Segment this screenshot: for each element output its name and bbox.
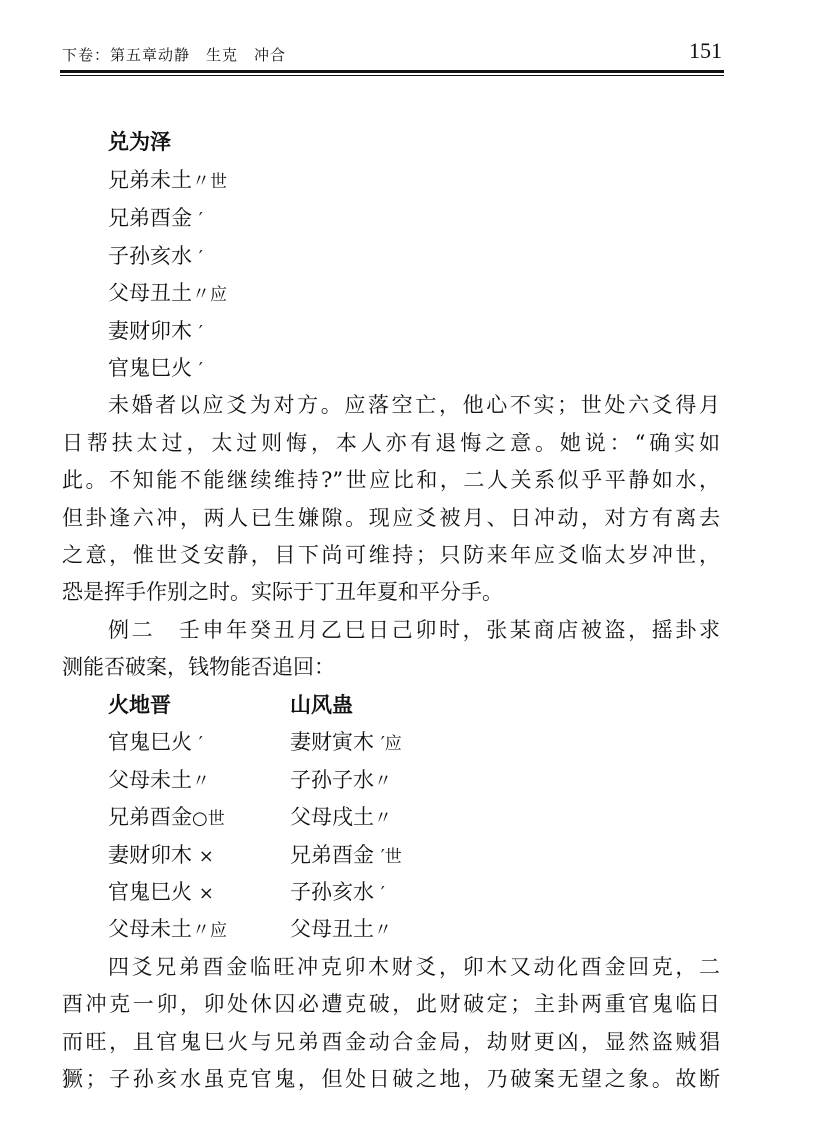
hexagram-line [108,839,214,869]
line-mark: ○ [192,808,208,829]
line-mark: ′ [198,359,203,380]
page-number: 151 [689,38,722,63]
paragraph-line: 例二 壬申年癸丑月乙巳日己卯时，张某商店被盗，摇卦求 [108,618,720,642]
hexagram-line [108,352,203,382]
line-tag: 世 [384,847,402,867]
line-text: 父母未土 [108,917,192,941]
hexagram-line [108,876,214,906]
line-mark: 〃 [192,284,210,305]
paragraph-line: 酉冲克一卯，卯处休囚必遭克破，此财破定；主卦两重官鬼临日 [62,992,720,1016]
line-mark: × [198,846,214,867]
hexagram-line [108,726,203,756]
paragraph-line: 四爻兄弟酉金临旺冲克卯木财爻，卯木又动化酉金回克，二 [108,955,720,979]
line-text: 兄弟酉金 [108,805,192,829]
line-text: 妻财卯木 [108,843,192,867]
line-tag: 世 [207,809,225,829]
header-rule-thin [60,75,724,76]
line-text: 官鬼巳火 [108,730,192,754]
line-tag: 应 [210,285,227,305]
line-text: 官鬼巳火 [108,880,192,904]
paragraph-line: 獗；子孙亥水虽克官鬼，但处日破之地，乃破案无望之象。故断 [62,1067,720,1091]
paragraph-line: 恐是挥手作别之时。实际于丁丑年夏和平分手。 [62,580,503,604]
hexagram-line [108,277,227,307]
line-text: 妻财寅木 [290,730,374,754]
line-mark: ′ [380,846,385,867]
hexagram-line [108,202,203,232]
paragraph-line: 测能否破案，钱物能否追回： [62,655,335,679]
line-mark: 〃 [192,171,210,192]
line-tag: 世 [210,172,227,192]
line-text: 妻财卯木 [108,319,192,343]
line-mark: ′ [198,733,203,754]
paragraph-line: 此。不知能不能继续维持?”世应比和，二人关系似乎平静如水， [62,468,720,492]
hexagram-title: 山风蛊 [290,692,353,717]
line-mark: 〃 [192,920,210,941]
line-mark: 〃 [192,771,210,792]
line-mark: ′ [198,209,203,230]
paragraph-line: 而旺，且官鬼巳火与兄弟酉金动合金局，劫财更凶，显然盗贼猖 [62,1030,720,1054]
line-text: 兄弟未土 [108,168,192,192]
line-tag: 应 [384,734,402,754]
hexagram-line [108,164,227,194]
hexagram-line [290,913,392,943]
line-mark: × [198,883,214,904]
paragraph-line: 未婚者以应爻为对方。应落空亡，他心不实；世处六爻得月 [108,393,720,417]
hexagram-line [108,801,225,831]
paragraph-line: 之意，惟世爻安静，目下尚可维持；只防来年应爻临太岁冲世， [62,543,720,567]
line-mark: ′ [380,733,385,754]
line-mark: ′ [380,883,385,904]
hexagram-line [108,764,210,794]
hexagram-title: 火地晋 [108,692,171,717]
hexagram-line [290,876,385,906]
header-rule-thick [60,70,724,73]
line-text: 父母丑土 [108,281,192,305]
hexagram-line [290,839,402,869]
hexagram-title: 兑为泽 [108,129,171,154]
line-text: 兄弟酉金 [290,843,374,867]
line-mark: 〃 [374,771,392,792]
line-text: 父母未土 [108,768,192,792]
line-text: 子孙亥水 [290,880,374,904]
line-text: 子孙亥水 [108,244,192,268]
hexagram-line [108,913,227,943]
line-text: 父母戌土 [290,805,374,829]
line-text: 子孙子水 [290,768,374,792]
line-text: 父母丑土 [290,917,374,941]
hexagram-line [290,764,392,794]
hexagram-line [290,801,392,831]
running-header [62,38,722,72]
hexagram-line [108,315,203,345]
line-tag: 应 [210,921,227,941]
hexagram-line [290,726,402,756]
line-text: 兄弟酉金 [108,206,192,230]
line-mark: 〃 [374,808,392,829]
line-mark: 〃 [374,920,392,941]
hexagram-line [108,240,203,270]
line-mark: ′ [198,322,203,343]
line-mark: ′ [198,247,203,268]
paragraph-line: 但卦逢六冲，两人已生嫌隙。现应爻被月、日冲动，对方有离去 [62,506,720,530]
line-text: 官鬼巳火 [108,356,192,380]
chapter-title: 下卷：第五章动静 生克 冲合 [62,46,287,64]
paragraph-line: 日帮扶太过，太过则悔，本人亦有退悔之意。她说：“确实如 [62,431,720,455]
